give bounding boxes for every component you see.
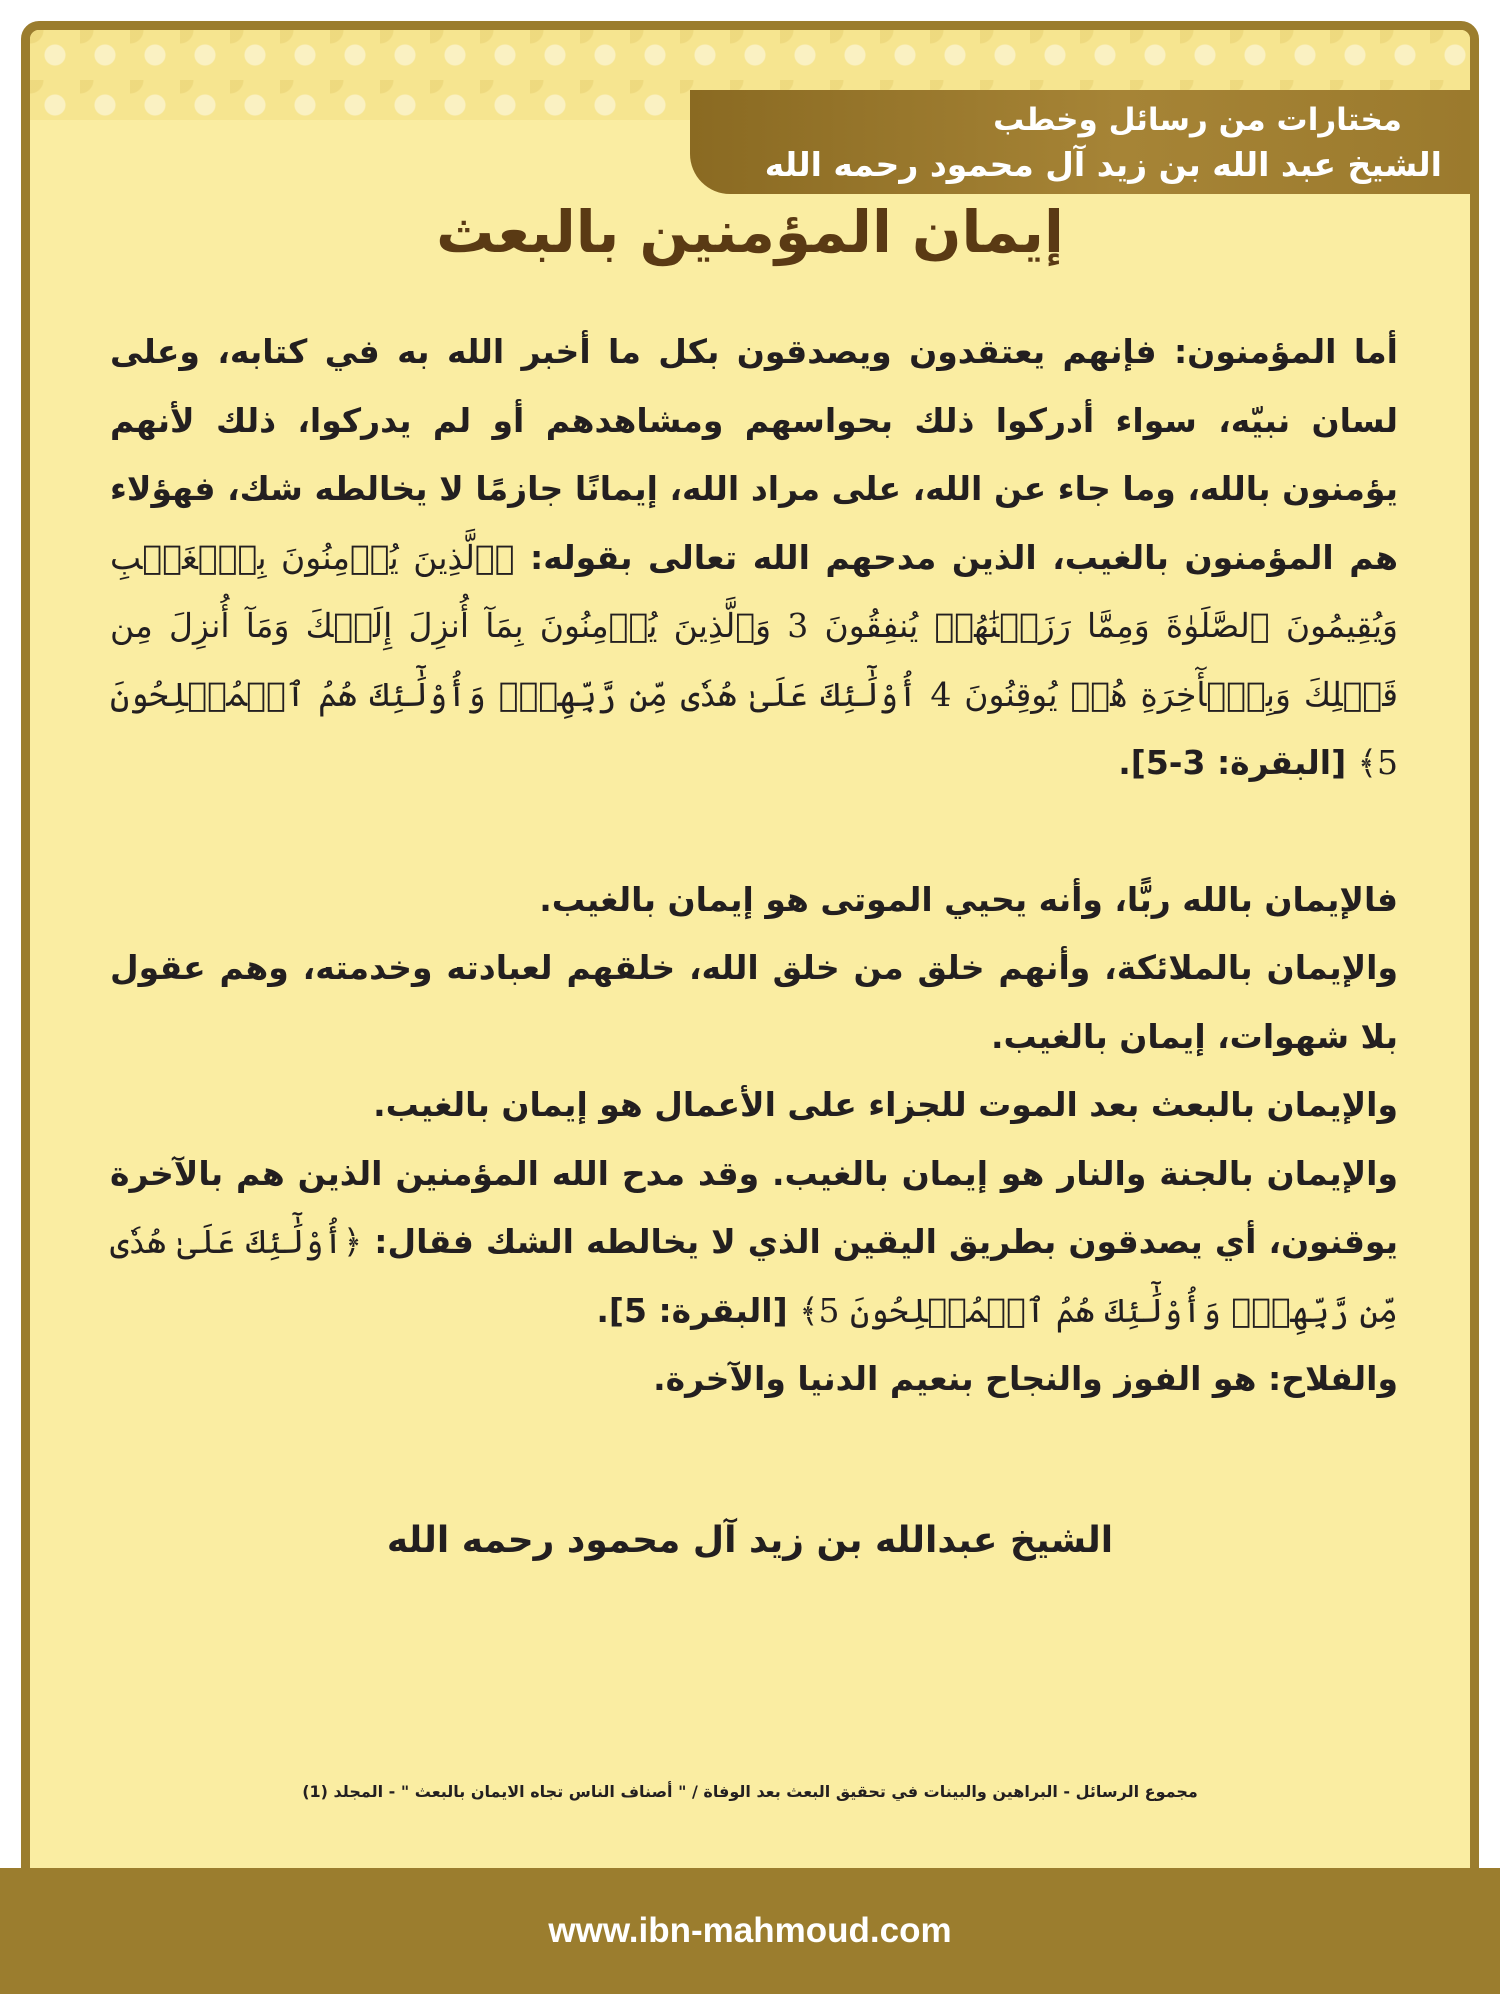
paragraph-1-intro: أما المؤمنون: فإنهم يعتقدون ويصدقون بكل ما أخبر الله به في كتابه، وعلى لسان نبيّه، سواء أدركوا ذلك بحواسهم ومشاهدهم أو لم يدركوا، ذلك لأنهم يؤمنون بالله، وما جاء عن الله، على مراد الله، إيمانًا جازمًا لا يخالطه شك، فهؤلاء هم المؤمنون بالغيب، الذين مدحهم الله تعالى بقوله:	[110, 332, 1399, 577]
website-link[interactable]: www.ibn-mahmoud.com	[548, 1911, 952, 1950]
paragraph-2	[110, 1140, 1398, 1346]
line-3: والإيمان بالبعث بعد الموت للجزاء على الأعمال هو إيمان بالغيب.	[373, 1085, 1398, 1124]
footer-bar	[0, 1868, 1500, 1994]
source-citation: مجموع الرسائل - البراهين والبينات في تحقيق البعث بعد الوفاة / " أصناف الناس تجاه الايمان بالبعث " - المجلد (1)	[302, 1782, 1198, 1801]
verse-reference-2: [البقرة: 5].	[596, 1290, 800, 1330]
line-2: والإيمان بالملائكة، وأنهم خلق من خلق الله، خلقهم لعبادته وخدمته، وهم عقول بلا شهوات، إيمان بالغيب.	[110, 948, 1398, 1056]
closing-line: والفلاح: هو الفوز والنجاح بنعيم الدنيا والآخرة.	[653, 1359, 1398, 1398]
paragraph-1	[110, 318, 1398, 798]
quran-verse-2: ﴿أُوْلَٰٓئِكَ عَلَىٰ هُدٗى مِّن رَّبِّهِمۡۖ وَأُوْلَٰٓئِكَ هُمُ ٱلۡمُفۡلِحُونَ 5﴾	[110, 1222, 1398, 1330]
article-body	[110, 318, 1398, 1414]
quran-verse-1: ﴿ٱلَّذِينَ يُؤۡمِنُونَ بِٱلۡغَيۡبِ وَيُقِيمُونَ ٱلصَّلَوٰةَ وَمِمَّا رَزَقۡنَٰهُمۡ يُنفِقُونَ 3 وَٱلَّذِينَ يُؤۡمِنُونَ بِمَآ أُنزِلَ إِلَيۡكَ وَمَآ أُنزِلَ مِن قَبۡلِكَ وَبِٱلۡأٓخِرَةِ هُمۡ يُوقِنُونَ 4 أُوْلَٰٓئِكَ عَلَىٰ هُدٗى مِّن رَّبِّهِمۡۖ وَأُوْلَٰٓئِكَ هُمُ ٱلۡمُفۡلِحُونَ 5﴾	[110, 537, 1398, 782]
line-1: فالإيمان بالله ربًّا، وأنه يحيي الموتى هو إيمان بالغيب.	[539, 879, 1398, 919]
header-banner	[690, 90, 1470, 194]
page-title: إيمان المؤمنين بالبعث	[436, 198, 1064, 266]
header-series-title: مختارات من رسائل وخطب	[993, 102, 1402, 138]
header-author: الشيخ عبد الله بن زيد آل محمود رحمه الله	[764, 145, 1442, 184]
signature: الشيخ عبدالله بن زيد آل محمود رحمه الله	[386, 1520, 1114, 1561]
verse-reference-1: [البقرة: 3-5].	[1118, 743, 1358, 782]
paragraph-2-intro: والإيمان بالجنة والنار هو إيمان بالغيب. وقد مدح الله المؤمنين الذين هم بالآخرة يوقنون، أي يصدقون بطريق اليقين الذي لا يخالطه الشك فقال:	[110, 1153, 1399, 1261]
